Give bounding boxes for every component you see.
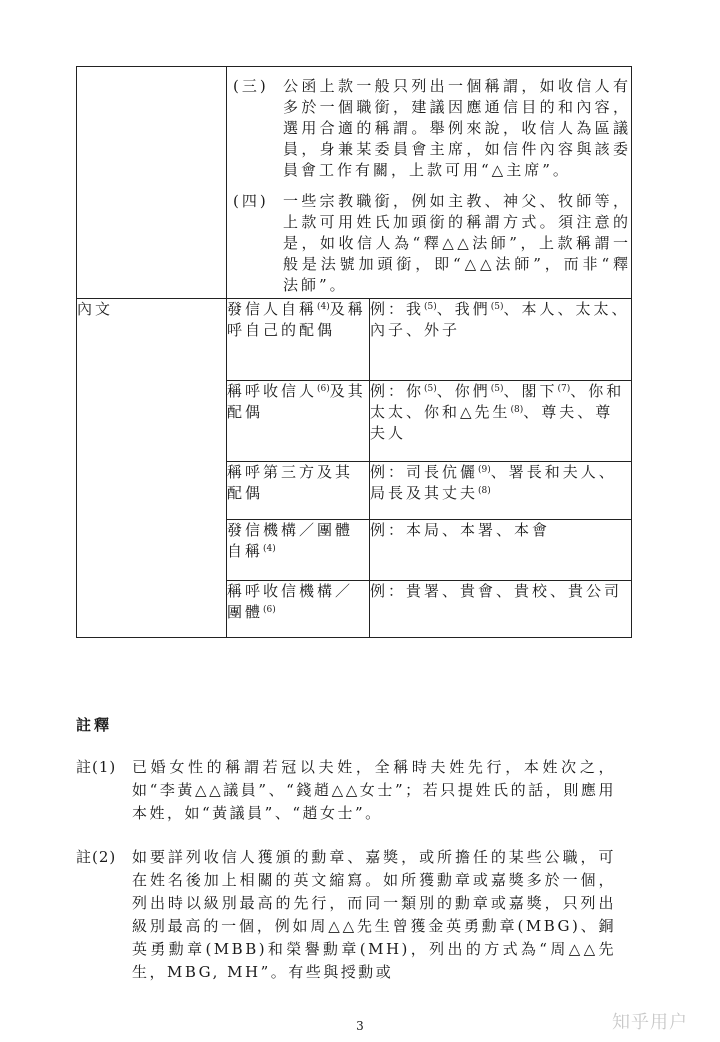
page-number: 3	[356, 1019, 364, 1033]
footnote-ref: (9)	[478, 465, 491, 475]
footnote-ref: (8)	[478, 486, 491, 496]
category-cell	[227, 462, 370, 520]
note-2	[76, 846, 616, 984]
notes-heading: 註釋	[76, 716, 113, 734]
footnote-ref: (6)	[263, 605, 276, 615]
example-text: 例：本局、本署、本會	[370, 521, 551, 539]
category-label-cont: 及其配偶	[227, 382, 366, 421]
item-text: 一些宗教職銜，例如主教、神父、牧師等，上款可用姓氏加頭銜的稱謂方式。須注意的是，如收信人為“釋△△法師”，上款稱謂一般是法號加頭銜，即“△△法師”，而非“釋法師”。	[283, 192, 632, 294]
note-text: 已婚女性的稱謂若冠以夫姓，全稱時夫姓先行，本姓次之，如“李黃△△議員”、“錢趙△△女士”；若只提姓氏的話，則應用本姓，如“黃議員”、“趙女士”。	[132, 758, 616, 822]
example-text: 例：你	[370, 382, 425, 400]
empty-label-cell	[77, 67, 227, 299]
example-cell	[370, 581, 632, 638]
footnote-ref: (6)	[317, 384, 330, 394]
example-text: 、本人、太太、內子、外子	[370, 300, 630, 339]
guideline-item-3	[227, 76, 631, 181]
note-label: 註(1)	[76, 758, 117, 776]
category-cell	[227, 299, 370, 381]
footnote-ref: (4)	[263, 544, 276, 554]
example-cell	[370, 520, 632, 581]
example-cell	[370, 381, 632, 462]
table-row	[77, 299, 632, 381]
note-label: 註(2)	[76, 848, 117, 866]
example-text: 例：貴署、貴會、貴校、貴公司	[370, 582, 623, 600]
category-label-cont: 及稱呼自己的配偶	[227, 300, 366, 339]
table-row-top	[77, 67, 632, 299]
category-label: 發信人自稱	[227, 300, 318, 318]
note-text: 如要詳列收信人獲頒的勳章、嘉獎，或所擔任的某些公職，可在姓名後加上相關的英文縮寫。如所獲勳章或嘉獎多於一個，列出時以級別最高的先行，而同一類別的勳章或嘉獎，只列出級別最高的一個，例如周△△先生曾獲金英勇勳章(MBG)、銅英勇勳章(MBB)和榮譽勳章(MH)，列出的方式為“周△△先生，MBG, MH”。有些與授勳或	[132, 848, 616, 981]
guideline-item-4	[227, 191, 631, 296]
footnote-ref: (5)	[424, 384, 437, 394]
example-text: 、我們	[436, 300, 491, 318]
category-cell	[227, 381, 370, 462]
category-label: 發信機構／團體自稱	[227, 521, 354, 560]
category-label: 稱呼第三方及其配偶	[227, 463, 354, 502]
section-label-cell	[77, 299, 227, 638]
footnote-ref: (5)	[424, 302, 437, 312]
footnote-ref: (8)	[510, 405, 524, 415]
note-1	[76, 756, 616, 825]
example-text: 、你們	[436, 382, 491, 400]
footnote-ref: (5)	[490, 384, 504, 394]
footnote-ref: (4)	[317, 302, 330, 312]
footnote-ref: (7)	[557, 384, 571, 394]
item-text: 公函上款一般只列出一個稱謂，如收信人有多於一個職銜，建議因應通信目的和內容，選用合適的稱謂。舉例來說，收信人為區議員，身兼某委員會主席，如信件內容與該委員會工作有關，上款可用“△主席”。	[283, 77, 632, 179]
section-label: 內文	[77, 300, 114, 318]
footnote-ref: (5)	[490, 302, 504, 312]
example-text: 例：司長伉儷	[370, 463, 479, 481]
item-number: (三)	[233, 77, 269, 95]
guideline-cell	[227, 67, 632, 299]
example-text: 、署長和夫人、局長及其丈夫	[370, 463, 617, 502]
category-label: 稱呼收信人	[227, 382, 318, 400]
item-number: (四)	[233, 192, 269, 210]
category-cell	[227, 520, 370, 581]
example-text: 例：我	[370, 300, 425, 318]
example-cell	[370, 462, 632, 520]
zhihu-watermark: 知乎用户	[612, 1012, 688, 1033]
example-text: 、閣下	[503, 382, 558, 400]
salutation-table	[76, 66, 632, 638]
example-text: 、尊夫、尊夫人	[370, 403, 614, 442]
example-text: 、你和太太、你和△先生	[370, 382, 625, 421]
category-label: 稱呼收信機構／團體	[227, 582, 354, 621]
example-cell	[370, 299, 632, 381]
category-cell	[227, 581, 370, 638]
